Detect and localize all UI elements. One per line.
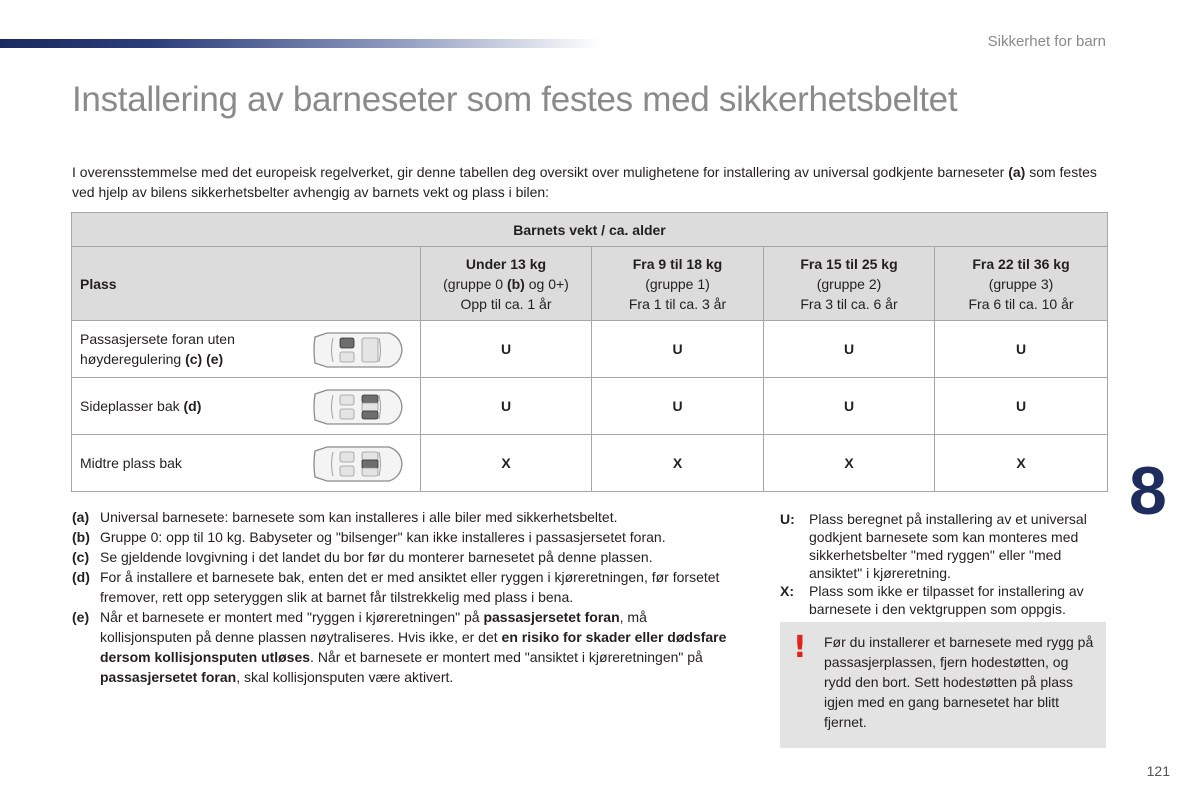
place-ref: (c) (e)	[185, 351, 224, 367]
footnote-a	[72, 507, 732, 527]
col-weight: Fra 15 til 25 kg	[800, 255, 898, 272]
footnote-e-bold: passasjersetet foran	[100, 669, 237, 685]
page-title: Installering av barneseter som festes med sikkerhetsbeltet	[72, 80, 958, 119]
intro-text-2: som festes ved hjelp av bilens sikkerhetsbelter avhengig av barnets vekt og plass i bilen:	[72, 164, 1097, 200]
footnote-e-bold: passasjersetet foran	[483, 609, 620, 625]
footnote-key: (e)	[72, 609, 90, 625]
intro-text-1: I overensstemmelse med det europeisk regelverket, gir denne tabellen deg oversikt over mulighetene for installering av universal godkjente barneseter	[72, 164, 1009, 180]
table-cell: U	[935, 321, 1108, 378]
child-seat-table	[71, 212, 1108, 492]
table-group-header: Barnets vekt / ca. alder	[72, 213, 1108, 247]
footnote-e-part: , skal kollisjonsputen være aktivert.	[236, 669, 454, 685]
header-accent-bar	[0, 39, 600, 48]
legend-key: X:	[780, 583, 794, 599]
legend-x	[780, 582, 1110, 618]
place-label	[80, 329, 280, 369]
col-age: Opp til ca. 1 år	[460, 295, 552, 312]
table-cell: U	[935, 378, 1108, 435]
footnote-d	[72, 567, 732, 607]
legend-text: Plass beregnet på installering av et universal godkjent barnesete som kan monteres med sikkerhetsbelter "med ryggen" eller "med ansiktet" i kjøreretning.	[809, 511, 1087, 581]
col-age: Fra 6 til ca. 10 år	[968, 295, 1074, 312]
table-col-header	[592, 247, 764, 321]
warning-icon: !	[793, 630, 807, 665]
intro-ref: (a)	[1008, 164, 1026, 180]
footnote-e-part: , må kollisjonsputen på denne plassen nøytraliseres. Hvis ikke, er det	[100, 609, 647, 645]
table-cell: X	[421, 435, 592, 492]
legend-u	[780, 510, 1110, 582]
col-age: Fra 3 til ca. 6 år	[800, 295, 898, 312]
col-weight: Fra 22 til 36 kg	[972, 255, 1070, 272]
footnote-b	[72, 527, 732, 547]
col-weight: Under 13 kg	[465, 255, 547, 272]
footnote-key: (c)	[72, 549, 90, 565]
intro-paragraph	[72, 162, 1112, 202]
place-label	[80, 453, 280, 473]
table-cell: U	[764, 378, 935, 435]
table-cell: X	[592, 435, 764, 492]
table-place-header: Plass	[72, 247, 421, 321]
legend-text: Plass som ikke er tilpasset for installering av barnesete i den vektgruppen som oppgis.	[809, 583, 1084, 617]
legend	[780, 510, 1110, 618]
table-cell: U	[764, 321, 935, 378]
footnote-key: (d)	[72, 569, 90, 585]
legend-key: U:	[780, 511, 795, 527]
table-row	[72, 378, 1108, 435]
place-line-2: høyderegulering	[80, 351, 186, 367]
footnote-text: Universal barnesete: barnesete som kan installeres i alle biler med sikkerhetsbeltet.	[100, 509, 618, 525]
col-group	[935, 274, 1107, 294]
table-cell: X	[935, 435, 1108, 492]
place-label	[80, 396, 280, 416]
footnote-e-bold: en risiko for skader eller dødsfare dersom kollisjonsputen utløses	[100, 629, 727, 665]
footnote-e	[72, 607, 732, 687]
col-group-pre: (gruppe 2)	[816, 275, 882, 292]
table-cell: U	[592, 321, 764, 378]
footnote-text	[100, 607, 732, 687]
table-col-header	[764, 247, 935, 321]
place-line-2: Sideplasser bak	[80, 398, 184, 414]
chapter-number: 8	[1129, 453, 1167, 529]
col-age: Fra 1 til ca. 3 år	[628, 295, 727, 312]
footnote-e-part: Når et barnesete er montert med "ryggen i kjøreretningen" på	[100, 609, 484, 625]
table-row	[72, 435, 1108, 492]
warning-text: Før du installerer et barnesete med rygg på passasjerplassen, fjern hodestøtten, og rydd den bort. Sett hodestøtten på plass igjen med en gang barnesetet har blitt fjernet.	[824, 634, 1094, 730]
section-title: Sikkerhet for barn	[987, 33, 1106, 50]
footnote-key: (b)	[72, 529, 90, 545]
footnote-text: Se gjeldende lovgivning i det landet du bor før du monterer barnesetet på denne plassen.	[100, 549, 653, 565]
place-ref: (d)	[183, 398, 202, 414]
footnote-c	[72, 547, 732, 567]
col-group	[592, 274, 763, 294]
footnote-text: Gruppe 0: opp til 10 kg. Babyseter og "bilsenger" kan ikke installeres i passasjersetet foran.	[100, 529, 666, 545]
footnote-text: For å installere et barnesete bak, enten det er med ansiktet eller ryggen i kjøreretningen, før forsetet fremover, rett opp seteryggen slik at barnet får tilstrekkelig med plass i bena.	[100, 569, 720, 605]
table-cell: U	[421, 321, 592, 378]
footnotes	[72, 507, 732, 687]
footnote-key: (a)	[72, 509, 90, 525]
col-group-pre: (gruppe 1)	[645, 275, 710, 292]
col-group	[421, 274, 591, 294]
place-cell	[72, 321, 421, 378]
col-group	[764, 274, 934, 294]
place-line-1: Passasjersete foran uten	[80, 331, 235, 347]
page-number: 121	[1146, 763, 1170, 779]
col-group-ref: (b)	[506, 275, 525, 292]
place-line-2: Midtre plass bak	[80, 455, 182, 471]
table-cell: U	[592, 378, 764, 435]
table-col-header	[935, 247, 1108, 321]
car-seat-diagram-icon	[309, 329, 405, 371]
col-group-pre: (gruppe 0	[443, 275, 507, 292]
table-cell: X	[764, 435, 935, 492]
place-cell	[72, 378, 421, 435]
table-col-header	[421, 247, 592, 321]
col-weight: Fra 9 til 18 kg	[632, 255, 723, 272]
car-seat-diagram-icon	[309, 443, 405, 485]
place-cell	[72, 435, 421, 492]
warning-box	[780, 622, 1106, 748]
car-seat-diagram-icon	[309, 386, 405, 428]
col-group-post: og 0+)	[524, 275, 569, 292]
table-cell: U	[421, 378, 592, 435]
col-group-pre: (gruppe 3)	[988, 275, 1054, 292]
table-row	[72, 321, 1108, 378]
footnote-e-part: . Når et barnesete er montert med "ansiktet i kjøreretningen" på	[310, 649, 703, 665]
